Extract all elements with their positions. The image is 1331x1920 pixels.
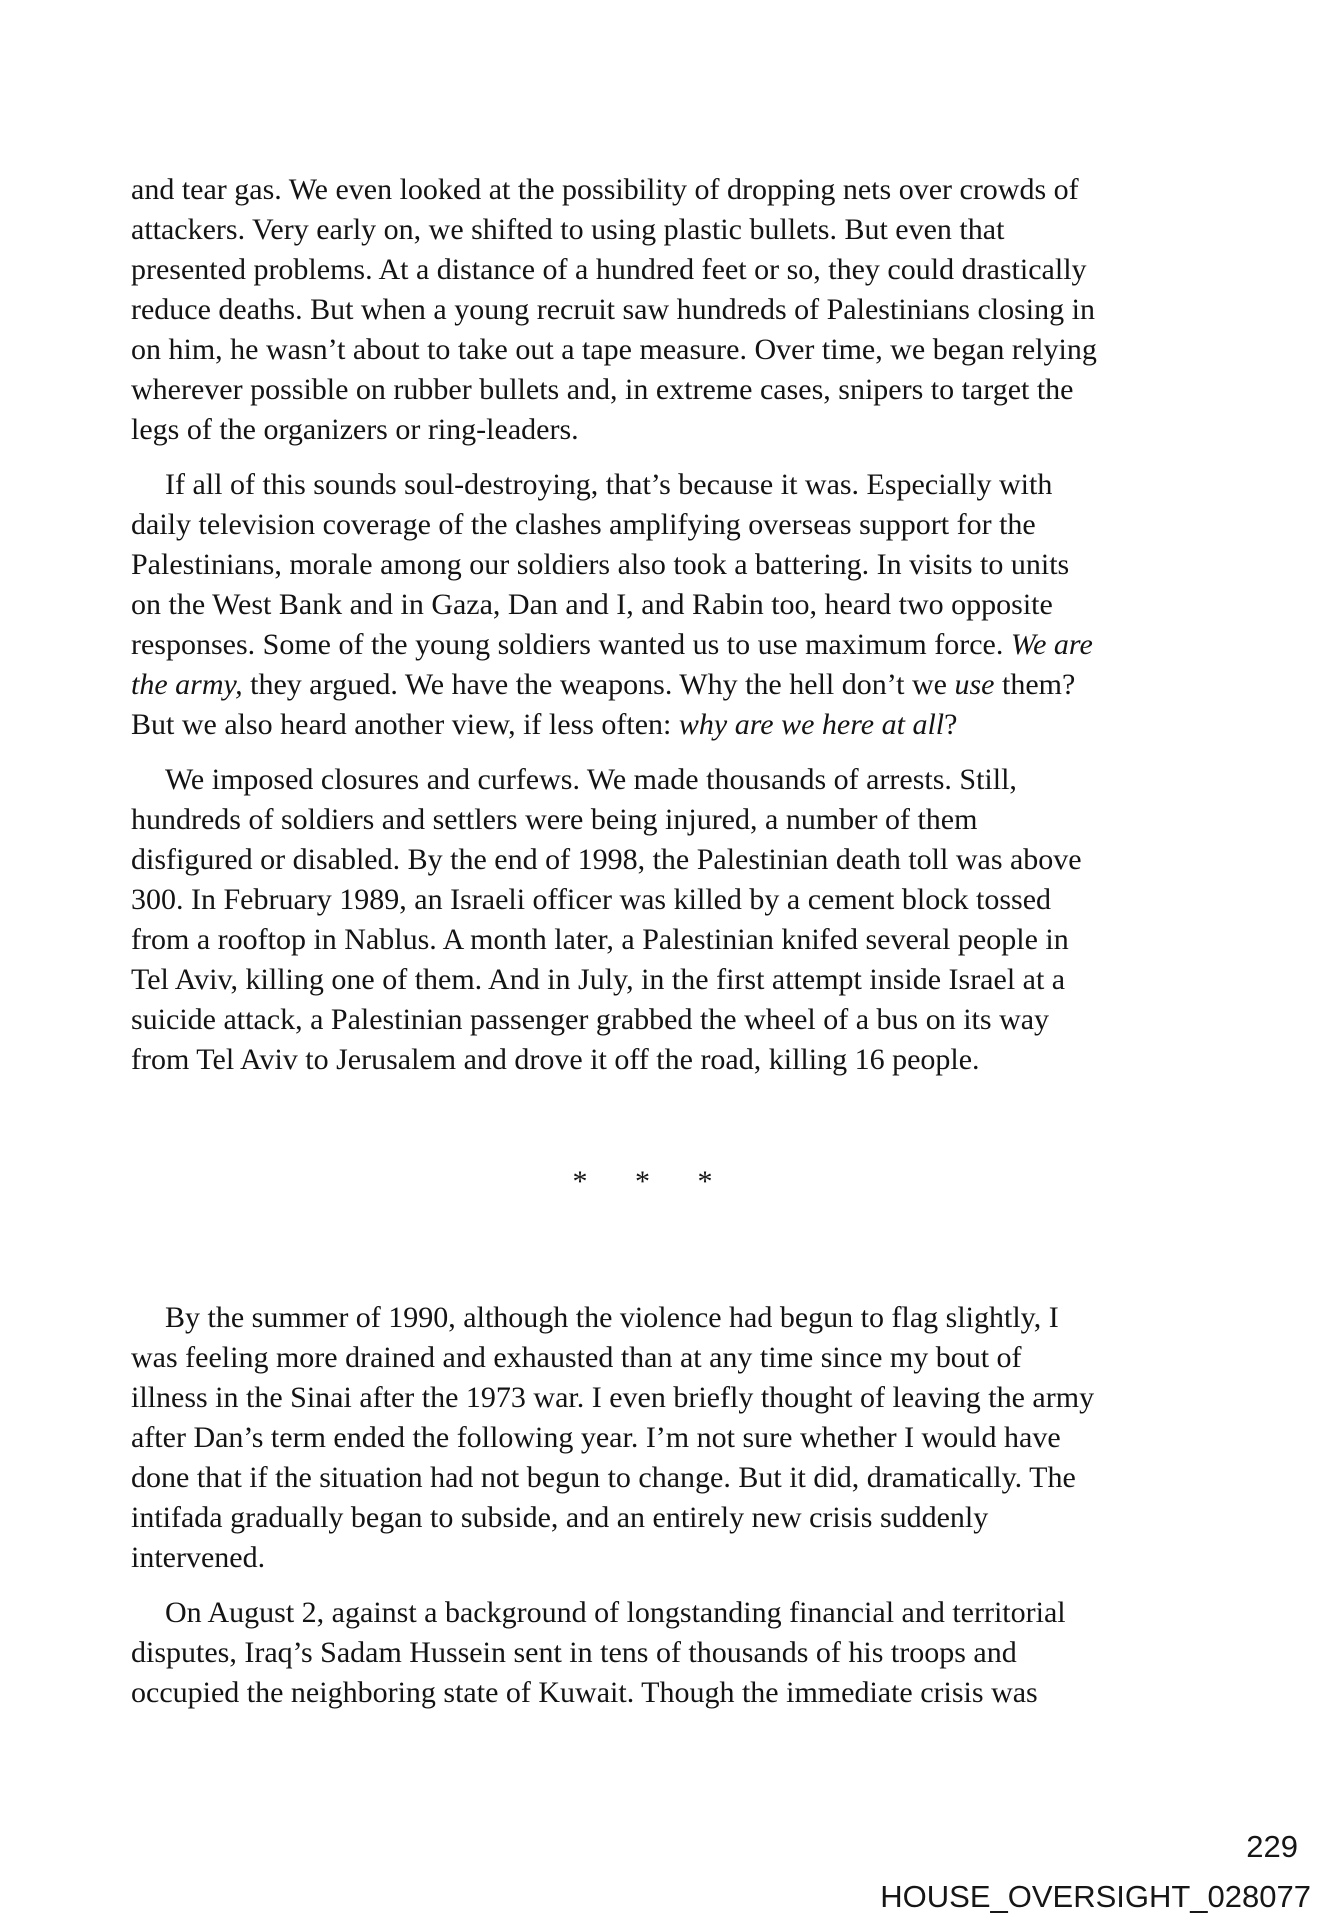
text-run: occupied the neighboring state of Kuwait. Though the immediate crisis was — [131, 1676, 1038, 1709]
text-line — [131, 800, 1195, 840]
text-run: disfigured or disabled. By the end of 1998, the Palestinian death toll was above — [131, 843, 1082, 876]
text-run: done that if the situation had not begun to change. But it did, dramatically. The — [131, 1461, 1076, 1494]
text-run: them? — [994, 668, 1076, 701]
section-break: * * * — [572, 1165, 714, 1198]
text-run: intifada gradually began to subside, and an entirely new crisis suddenly — [131, 1501, 989, 1534]
text-run: intervened. — [131, 1541, 266, 1574]
text-line — [131, 1673, 1195, 1713]
text-line — [131, 1338, 1195, 1378]
text-run: Palestinians, morale among our soldiers also took a battering. In visits to units — [131, 548, 1070, 581]
text-run: ? — [944, 708, 958, 741]
paragraph — [131, 465, 1195, 745]
text-run: was feeling more drained and exhausted than at any time since my bout of — [131, 1341, 1022, 1374]
text-run: hundreds of soldiers and settlers were being injured, a number of them — [131, 803, 978, 836]
text-run: 300. In February 1989, an Israeli officer was killed by a cement block tossed — [131, 883, 1052, 916]
text-run: suicide attack, a Palestinian passenger grabbed the wheel of a bus on its way — [131, 1003, 1050, 1036]
text-line — [131, 1538, 1195, 1578]
text-run: they argued. We have the weapons. Why the hell don’t we — [242, 668, 955, 701]
text-line — [131, 410, 1195, 450]
text-line — [131, 1593, 1195, 1633]
text-run: why are we here at all — [678, 708, 945, 741]
text-line — [131, 1378, 1195, 1418]
text-line — [131, 1000, 1195, 1040]
text-run: We are — [1010, 628, 1093, 661]
text-line — [131, 1633, 1195, 1673]
paragraph — [131, 1593, 1195, 1713]
text-line — [131, 1458, 1195, 1498]
text-line — [131, 1418, 1195, 1458]
text-line — [131, 585, 1195, 625]
text-line — [131, 250, 1195, 290]
text-line — [131, 330, 1195, 370]
text-line — [131, 545, 1195, 585]
text-run: presented problems. At a distance of a hundred feet or so, they could drastically — [131, 253, 1087, 286]
text-run: on him, he wasn’t about to take out a tape measure. Over time, we began relying — [131, 333, 1097, 366]
text-run: But we also heard another view, if less often: — [131, 708, 679, 741]
paragraph — [131, 170, 1195, 450]
text-line — [131, 665, 1195, 705]
text-run: from Tel Aviv to Jerusalem and drove it off the road, killing 16 people. — [131, 1043, 980, 1076]
text-line — [131, 210, 1195, 250]
text-run: disputes, Iraq’s Sadam Hussein sent in tens of thousands of his troops and — [131, 1636, 1017, 1669]
text-run: and tear gas. We even looked at the possibility of dropping nets over crowds of — [131, 173, 1079, 206]
text-run: attackers. Very early on, we shifted to using plastic bullets. But even that — [131, 213, 1005, 246]
text-line — [131, 1040, 1195, 1080]
text-line — [131, 625, 1195, 665]
text-line — [131, 465, 1195, 505]
text-run: reduce deaths. But when a young recruit saw hundreds of Palestinians closing in — [131, 293, 1095, 326]
text-run: On August 2, against a background of longstanding financial and territorial — [165, 1596, 1066, 1629]
text-line — [131, 840, 1195, 880]
text-run: legs of the organizers or ring-leaders. — [131, 413, 579, 446]
text-line — [131, 920, 1195, 960]
text-line — [131, 505, 1195, 545]
paragraph — [131, 1298, 1195, 1578]
text-line — [131, 960, 1195, 1000]
text-run: Tel Aviv, killing one of them. And in July, in the first attempt inside Israel at a — [131, 963, 1066, 996]
text-run: use — [954, 668, 995, 701]
text-line — [131, 170, 1195, 210]
text-run: daily television coverage of the clashes amplifying overseas support for the — [131, 508, 1036, 541]
text-run: the army, — [131, 668, 243, 701]
text-run: illness in the Sinai after the 1973 war. I even briefly thought of leaving the army — [131, 1381, 1095, 1414]
text-run: responses. Some of the young soldiers wanted us to use maximum force. — [131, 628, 1011, 661]
text-line — [131, 705, 1195, 745]
text-run: We imposed closures and curfews. We made thousands of arrests. Still, — [165, 763, 1017, 796]
paragraph — [131, 760, 1195, 1080]
page-number: 229 — [1246, 1829, 1298, 1864]
text-run: wherever possible on rubber bullets and, in extreme cases, snipers to target the — [131, 373, 1074, 406]
bates-stamp: HOUSE_OVERSIGHT_028077 — [880, 1879, 1311, 1914]
text-line — [131, 370, 1195, 410]
text-block — [131, 170, 1195, 1728]
text-run: after Dan’s term ended the following year. I’m not sure whether I would have — [131, 1421, 1061, 1454]
text-run: on the West Bank and in Gaza, Dan and I, and Rabin too, heard two opposite — [131, 588, 1053, 621]
text-run: If all of this sounds soul-destroying, that’s because it was. Especially with — [165, 468, 1053, 501]
text-line — [131, 1498, 1195, 1538]
text-line — [131, 880, 1195, 920]
text-line — [131, 760, 1195, 800]
text-run: By the summer of 1990, although the violence had begun to flag slightly, I — [165, 1301, 1059, 1334]
text-line — [131, 1298, 1195, 1338]
text-run: from a rooftop in Nablus. A month later, a Palestinian knifed several people in — [131, 923, 1069, 956]
text-line — [131, 290, 1195, 330]
